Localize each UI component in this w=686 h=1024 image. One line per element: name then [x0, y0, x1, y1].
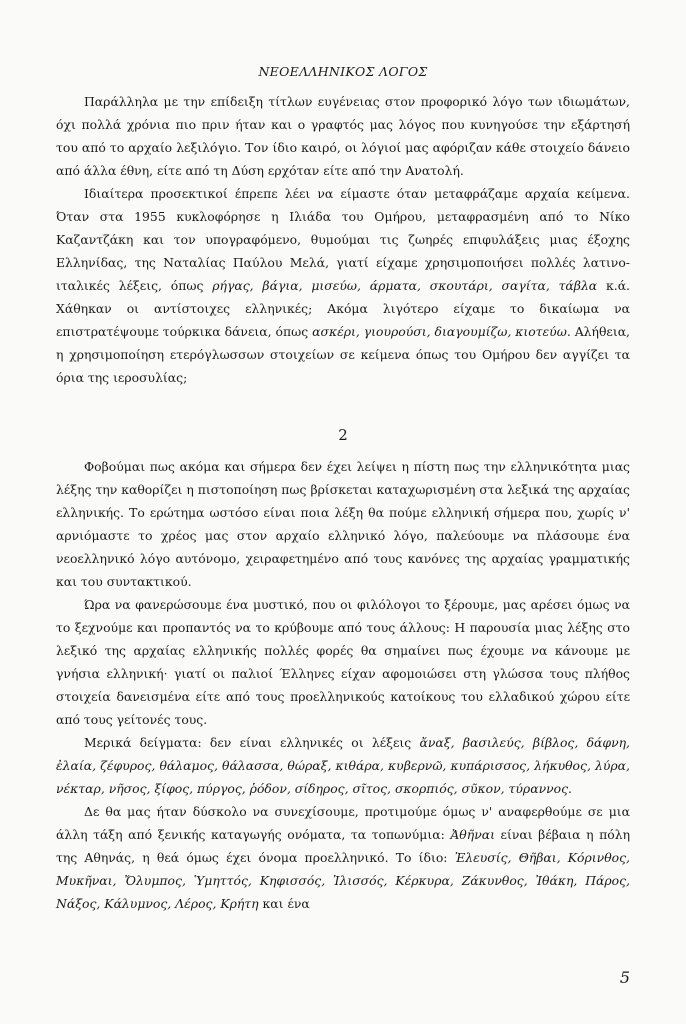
paragraph: Ώρα να φανερώσουμε ένα μυστικό, που οι φιλόλογοι το ξέρουμε, μας αρέσει όμως να το ξεχνούμε και προπαντός να το κρύβουμε από τους άλλους: Η παρουσία μιας λέξης στο λεξικό της αρχαίας ελληνικής πολλές φορές θα σημαίνει πως έχουμε να κάνουμε με γνήσια ελληνική· γιατί οι παλιοί Έλληνες είχαν αφομοιώσει στη γλώσσα τους πλήθος στοιχεία δανεισμένα είτε από τους προελληνικούς κατοίκους του ελλαδικού χώρου είτε από τους γείτονές τους.	[56, 597, 630, 727]
italic-words: ἄναξ, βασιλεύς, βίβλος, δάφνη, ἐλαία, ζέφυρος, θάλαμος, θάλασσα, θώραξ, κιθάρα, κυβερνῶ, κυπάρισσος, λήκυθος, λύρα, νέκταρ, νῆσος, ξίφος, πύργος, ῥόδον, σίδηρος, σῖτος, σκορπιός, σῦκον, τύραννος	[56, 735, 630, 796]
paragraph: Παράλληλα με την επίδειξη τίτλων ευγένειας στον προφορικό λόγο των ιδιωμάτων, όχι πολλά χρόνια πιο πριν ήταν και ο γραφτός μας λόγος που κυνηγούσε την εξάρτησή του από το αρχαίο λεξιλόγιο. Τον ίδιο καιρό, οι λόγιοί μας αφόριζαν κάθε στοιχείο δάνειο από άλλα έθνη, είτε από τη Δύση ερχόταν είτε από την Ανατολή.	[56, 94, 630, 178]
text-run: Ιδιαίτερα προσεκτικοί έπρεπε λέει να είμαστε όταν μεταφράζαμε αρχαία κείμενα. Όταν στα 1955 κυκλοφόρησε η Ιλιάδα του Ομήρου, μεταφρασμένη από το Νίκο Καζαντζάκη και τον υπογραφόμενο, θυμούμαι τις ζωηρές επιφυλάξεις μιας έξοχης Ελληνίδας, της Ναταλίας Παύλου Μελά, γιατί είχαμε χρησιμοποιήσει πολλές λατινο-ιταλικές λέξεις, όπως	[56, 186, 630, 293]
page-number: 5	[619, 968, 630, 987]
paragraph	[56, 182, 630, 389]
section-number: 2	[338, 426, 348, 444]
italic-words: ασκέρι, γιουρούσι, διαγουμίζω, κιοτεύω	[312, 324, 567, 339]
running-header: ΝΕΟΕΛΛΗΝΙΚΟΣ ΛΟΓΟΣ	[258, 64, 428, 79]
italic-words: Ἀθῆναι	[450, 827, 495, 842]
paragraph	[56, 731, 630, 800]
text-run: είναι βέβαια η πόλη της Αθηνάς, η θεά όμως έχει όνομα προελληνικό. Το ίδιο:	[56, 827, 630, 865]
text-run: . Αλήθεια, η χρησιμοποίηση ετερόγλωσσων στοιχείων σε κείμενα όπως του Ομήρου δεν αγγίζει τα όρια της ιεροσυλίας;	[56, 324, 630, 385]
paragraph: Φοβούμαι πως ακόμα και σήμερα δεν έχει λείψει η πίστη πως την ελληνικότητα μιας λέξης την καθορίζει η πιστοποίηση πως βρίσκεται καταχωρισμένη στα λεξικά της αρχαίας ελληνικής. Το ερώτημα ωστόσο είναι ποια λέξη θα πούμε ελληνική σήμερα που, χωρίς ν' αρνιόμαστε το χρέος μας στον αρχαίο ελληνικό λόγο, παλεύουμε να πλάσουμε ένα νεοελληνικό λόγο αυτόνομο, χειραφετημένο από τους κανόνες της αρχαίας γραμματικής και του συντακτικού.	[56, 459, 630, 589]
text-run: κ.ά. Χάθηκαν οι αντίστοιχες ελληνικές; Ακόμα λιγότερο είχαμε το δικαίωμα να επιστρατέψουμε τούρκικα δάνεια, όπως	[56, 278, 630, 339]
text-run: Μερικά δείγματα: δεν είναι ελληνικές οι λέξεις	[84, 735, 420, 750]
italic-words: ρήγας, βάγια, μισεύω, άρματα, σκουτάρι, σαγίτα, τάβλα	[212, 278, 598, 293]
text-run: .	[568, 781, 572, 796]
italic-words: Ἐλευσίς, Θῆβαι, Κόρινθος, Μυκῆναι, Ὄλυμπος, Ὑμηττός, Κηφισσός, Ἰλισσός, Κέρκυρα, Ζάκυνθος, Ἰθάκη, Πάρος, Νάξος, Κάλυμνος, Λέρος, Κρήτη	[56, 850, 630, 911]
section-2	[56, 455, 630, 915]
section-1	[56, 90, 630, 389]
text-run: και ένα	[258, 896, 310, 911]
paragraph	[56, 800, 630, 915]
text-run: Δε θα μας ήταν δύσκολο να συνεχίσουμε, προτιμούμε όμως ν' αναφερθούμε σε μια άλλη τάξη από ξενικής καταγωγής ονόματα, τα τοπωνύμια:	[56, 804, 630, 842]
